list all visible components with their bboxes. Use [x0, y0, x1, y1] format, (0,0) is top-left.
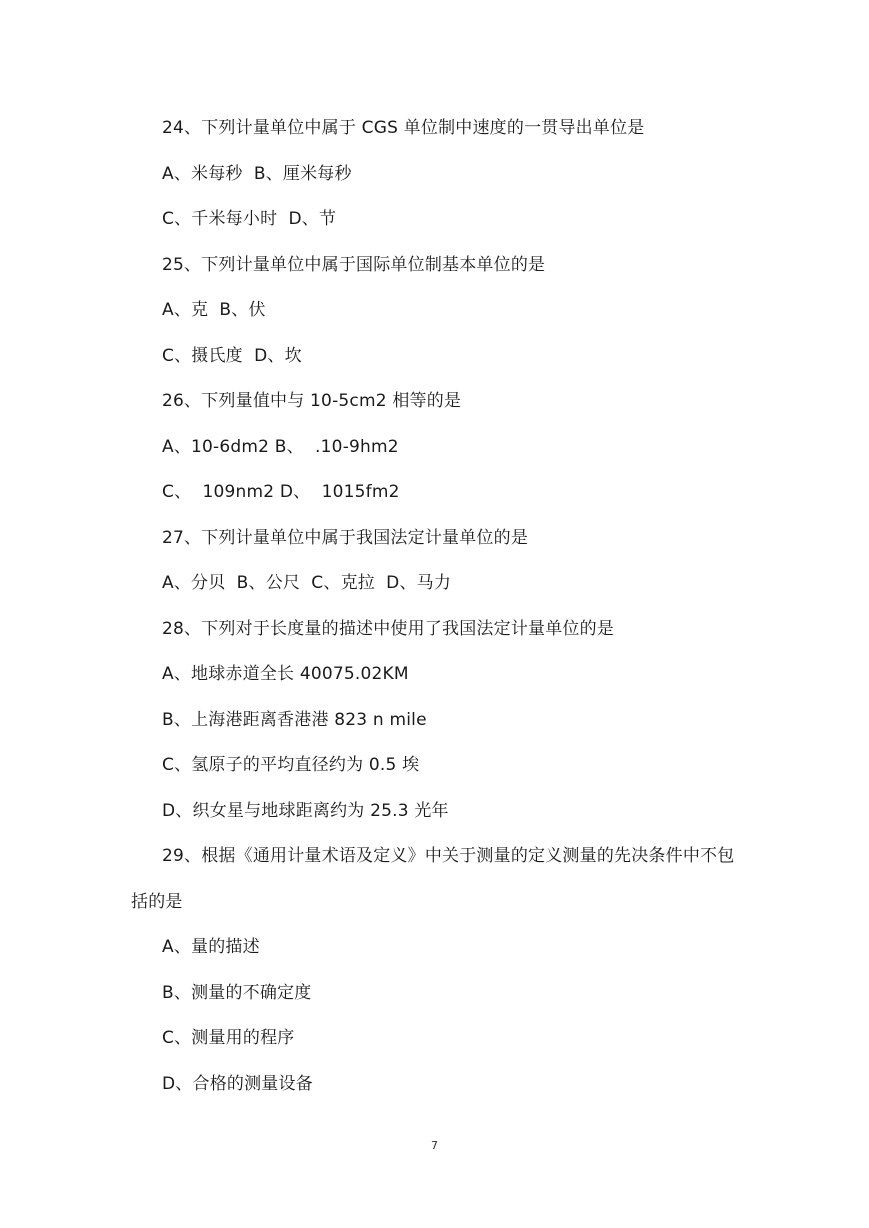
question-26-options-cd: C、 109nm2 D、 1015fm2	[162, 482, 400, 502]
question-24-options-ab: A、米每秒 B、厘米每秒	[162, 164, 352, 184]
question-27-stem: 27、下列计量单位中属于我国法定计量单位的是	[162, 528, 529, 548]
question-26-options-ab: A、10-6dm2 B、 .10-9hm2	[162, 437, 399, 457]
question-29-option-c: C、测量用的程序	[162, 1028, 295, 1048]
question-29-option-a: A、量的描述	[162, 937, 260, 957]
question-29-stem: 29、根据《通用计量术语及定义》中关于测量的定义测量的先决条件中不包	[162, 846, 735, 866]
question-29-stem-continued: 括的是	[131, 892, 183, 912]
question-29-option-d: D、合格的测量设备	[162, 1074, 313, 1094]
question-28-option-c: C、氢原子的平均直径约为 0.5 埃	[162, 755, 420, 775]
question-24-options-cd: C、千米每小时 D、节	[162, 209, 337, 229]
page-number: 7	[431, 1139, 438, 1152]
question-28-stem: 28、下列对于长度量的描述中使用了我国法定计量单位的是	[162, 619, 615, 639]
question-25-stem: 25、下列计量单位中属于国际单位制基本单位的是	[162, 255, 546, 275]
question-28-option-b: B、上海港距离香港港 823 n mile	[162, 710, 427, 730]
question-25-options-cd: C、摄氏度 D、坎	[162, 346, 302, 366]
question-27-options: A、分贝 B、公尺 C、克拉 D、马力	[162, 573, 452, 593]
question-26-stem: 26、下列量值中与 10-5cm2 相等的是	[162, 391, 462, 411]
question-25-options-ab: A、克 B、伏	[162, 300, 266, 320]
question-24-stem: 24、下列计量单位中属于 CGS 单位制中速度的一贯导出单位是	[162, 118, 645, 138]
question-28-option-d: D、织女星与地球距离约为 25.3 光年	[162, 801, 449, 821]
question-29-option-b: B、测量的不确定度	[162, 983, 312, 1003]
question-28-option-a: A、地球赤道全长 40075.02KM	[162, 664, 409, 684]
